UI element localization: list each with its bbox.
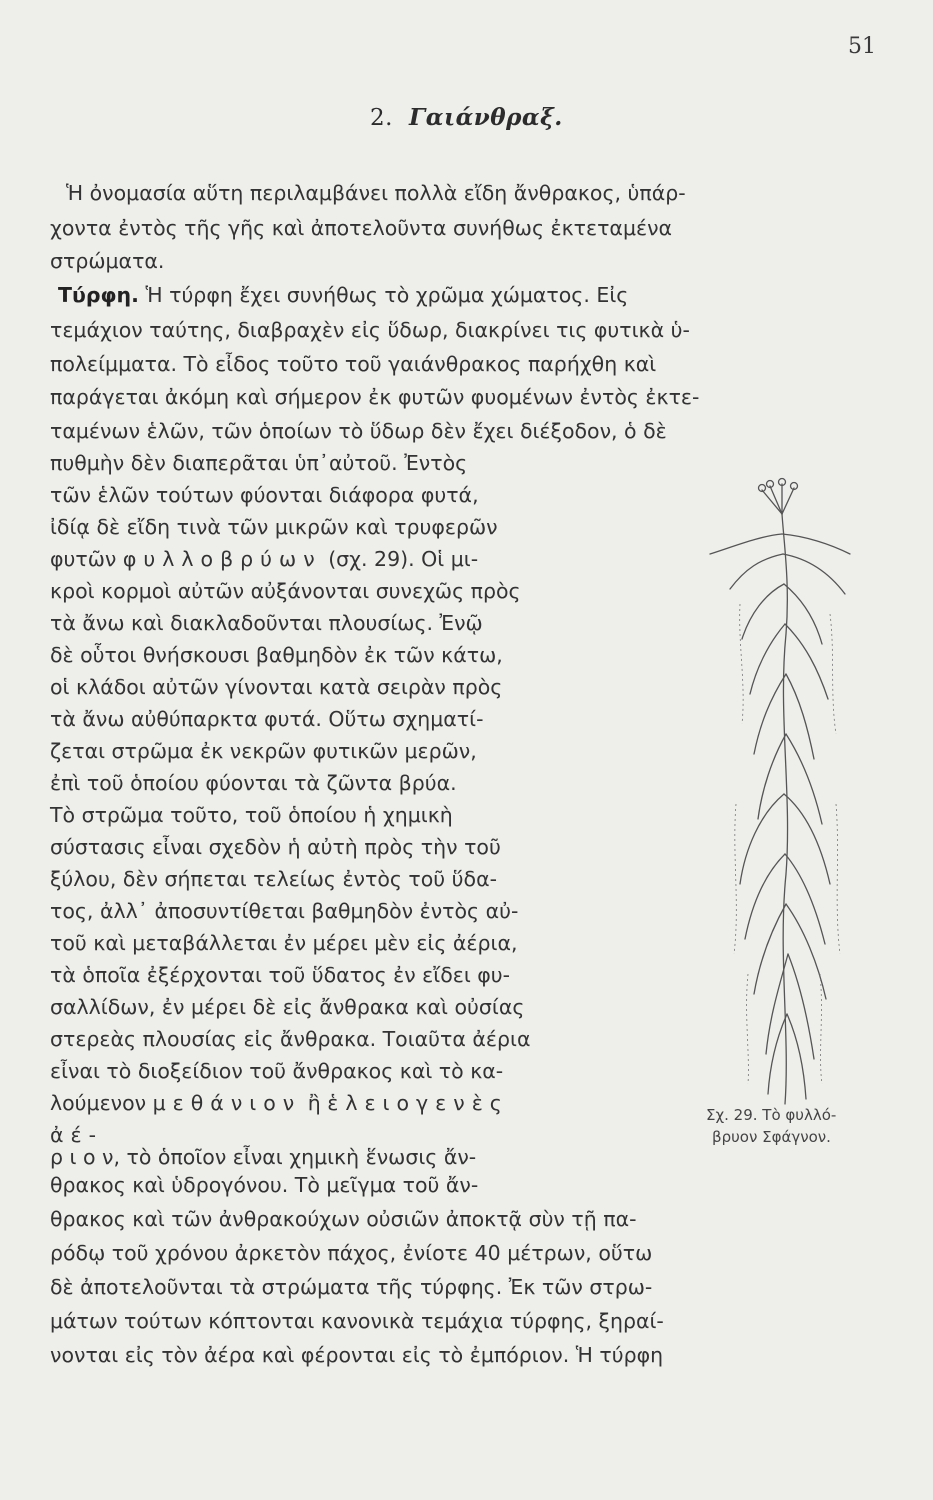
text-run: φυτῶν <box>50 547 117 571</box>
text-line: θρακος καὶ ὑδρογόνου. Τὸ μεῖγμα τοῦ ἄν- <box>50 1173 479 1197</box>
text-line: σαλλίδων, ἐν μέρει δὲ εἰς ἄνθρακα καὶ οὐσίας <box>50 995 525 1019</box>
text-line-methane <box>50 1093 509 1114</box>
text-line-sphagnum <box>50 549 478 570</box>
text-line: παράγεται ἀκόμη καὶ σήμερον ἐκ φυτῶν φυομένων ἐντὸς ἐκτε- <box>50 385 700 409</box>
text-line: ξύλου, δὲν σήπεται τελείως ἐντὸς τοῦ ὕδα- <box>50 867 497 891</box>
text-line: τὰ ἄνω καὶ διακλαδοῦνται πλουσίως. Ἐνῷ <box>50 611 483 635</box>
text-line: τοῦ καὶ μεταβάλλεται ἐν μέρει μὲν εἰς ἀέρια, <box>50 931 518 955</box>
text-line: σύστασις εἶναι σχεδὸν ἡ αὐτὴ πρὸς τὴν τοῦ <box>50 835 501 859</box>
chapter-number: 2. <box>370 105 393 131</box>
text-line: χοντα ἐντὸς τῆς γῆς καὶ ἀποτελοῦντα συνήθως ἐκτεταμένα <box>50 216 673 240</box>
text-line: ἰδίᾳ δὲ εἴδη τινὰ τῶν μικρῶν καὶ τρυφερῶν <box>50 515 498 539</box>
marsh-gas-term-a: ἑλειογενὲς <box>327 1091 509 1115</box>
text-line: Ἡ ὀνομασία αὕτη περιλαμβάνει πολλὰ εἴδη ἄνθρακος, ὑπάρ- <box>66 181 686 205</box>
text-run: ἢ <box>307 1091 321 1115</box>
text-line: τὰ ὁποῖα ἐξέρχονται τοῦ ὕδατος ἐν εἴδει φυ- <box>50 963 511 987</box>
text-line: θρακος καὶ τῶν ἀνθρακούχων οὐσιῶν ἀποκτᾷ σὺν τῇ πα- <box>50 1207 637 1231</box>
text-line: νονται εἰς τὸν ἀέρα καὶ φέρονται εἰς τὸ ἐμπόριον. Ἡ τύρφη <box>50 1343 664 1367</box>
figure-caption-line2: βρυον Σφάγνον. <box>712 1128 831 1146</box>
figure-caption-line1: Σχ. 29. Τὸ φυλλό- <box>706 1106 837 1124</box>
text-line: ζεται στρῶμα ἐκ νεκρῶν φυτικῶν μερῶν, <box>50 739 477 763</box>
text-line: ρ ι ο ν, τὸ ὁποῖον εἶναι χημικὴ ἕνωσις ἄν- <box>50 1145 477 1169</box>
text-line: ρόδῳ τοῦ χρόνου ἀρκετὸν πάχος, ἐνίοτε 40 μέτρων, οὕτω <box>50 1241 653 1265</box>
page-number: 51 <box>848 34 876 59</box>
text-run: (σχ. 29). Οἱ μι- <box>328 547 479 571</box>
sphagnum-moss-illustration <box>690 474 890 1114</box>
text-line: μάτων τούτων κόπτονται κανονικὰ τεμάχια τύρφης, ξηραί- <box>50 1309 664 1333</box>
text-line: πολείμματα. Τὸ εἶδος τοῦτο τοῦ γαιάνθρακος παρήχθη καὶ <box>50 352 657 376</box>
text-line: δὲ ἀποτελοῦνται τὰ στρώματα τῆς τύρφης. Ἐκ τῶν στρω- <box>50 1275 653 1299</box>
sphagnum-term: φυλλοβρύων <box>122 547 322 571</box>
text-line: ἐπὶ τοῦ ὁποίου φύονται τὰ ζῶντα βρύα. <box>50 771 457 795</box>
text-line: στερεὰς πλουσίας εἰς ἄνθρακα. Τοιαῦτα ἀέρια <box>50 1027 531 1051</box>
text-line: τὰ ἄνω αὐθύπαρκτα φυτά. Οὕτω σχηματί- <box>50 707 484 731</box>
text-line: πυθμὴν δὲν διαπερᾶται ὑπ᾽αὐτοῦ. Ἐντὸς <box>50 451 468 475</box>
chapter-name: Γαιάνθραξ. <box>408 104 563 131</box>
text-line: στρώματα. <box>50 249 165 273</box>
text-line: εἶναι τὸ διοξείδιον τοῦ ἄνθρακος καὶ τὸ κα- <box>50 1059 504 1083</box>
text-run: Ἡ τύρφη ἔχει συνήθως τὸ χρῶμα χώματος. Εἰς <box>145 283 629 307</box>
text-line: τῶν ἑλῶν τούτων φύονται διάφορα φυτά, <box>50 483 479 507</box>
text-line: οἱ κλάδοι αὐτῶν γίνονται κατὰ σειρὰν πρὸς <box>50 675 503 699</box>
peat-heading: Τύρφη. <box>58 283 139 307</box>
text-line: Τὸ στρῶμα τοῦτο, τοῦ ὁποίου ἡ χημικὴ <box>50 803 453 827</box>
text-line-peat-heading <box>58 285 628 306</box>
methane-term: μεθάνιον <box>152 1091 302 1115</box>
text-line: δὲ οὗτοι θνήσκουσι βαθμηδὸν ἐκ τῶν κάτω, <box>50 643 503 667</box>
text-run: λούμενον <box>50 1091 147 1115</box>
text-line: ταμένων ἑλῶν, τῶν ὁποίων τὸ ὕδωρ δὲν ἔχει διέξοδον, ὁ δὲ <box>50 419 667 443</box>
chapter-title <box>370 104 563 131</box>
text-line: τεμάχιον ταύτης, διαβραχὲν εἰς ὕδωρ, διακρίνει τις φυτικὰ ὑ- <box>50 318 690 342</box>
text-line-marsh-gas <box>50 1125 103 1146</box>
marsh-gas-term-b: ἀέ- <box>50 1123 103 1147</box>
text-line: τος, ἀλλ᾽ ἀποσυντίθεται βαθμηδὸν ἐντὸς αὐ- <box>50 899 519 923</box>
text-line: κροὶ κορμοὶ αὐτῶν αὐξάνονται συνεχῶς πρὸς <box>50 579 521 603</box>
